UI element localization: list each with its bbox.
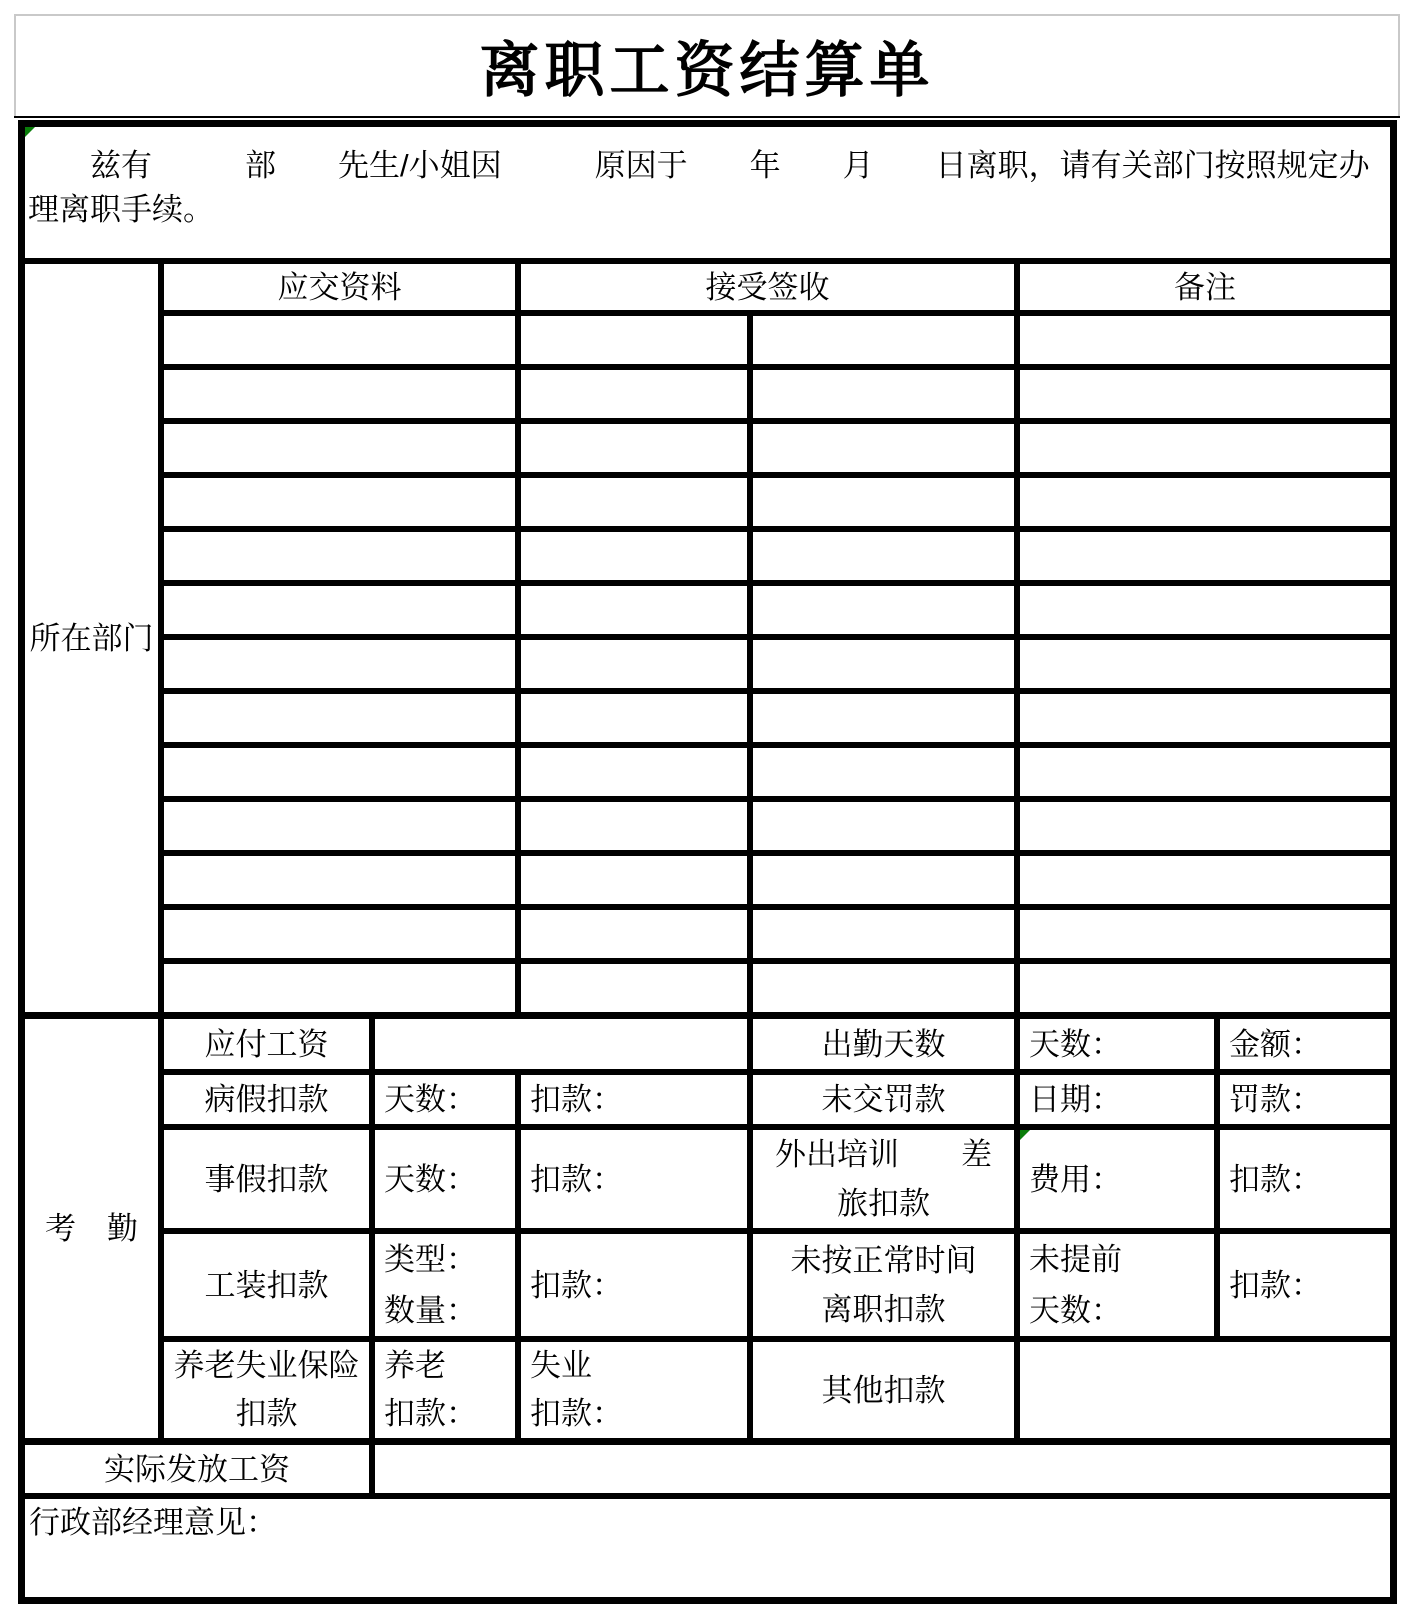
upper-empty-cell[interactable]	[521, 964, 747, 1012]
upper-empty-cell[interactable]	[753, 370, 1014, 418]
training-deduction-field[interactable]: 扣款：	[1220, 1130, 1390, 1228]
actual-salary-value-cell[interactable]	[375, 1445, 1390, 1493]
green-flag-icon	[1020, 1130, 1030, 1140]
upper-empty-cell[interactable]	[1020, 316, 1390, 364]
upper-empty-cell[interactable]	[1020, 694, 1390, 742]
upper-empty-cell[interactable]	[521, 532, 747, 580]
sick-days-field[interactable]: 天数：	[375, 1075, 515, 1124]
other-deduction-label: 其他扣款	[753, 1342, 1014, 1438]
grid	[18, 120, 1397, 1604]
upper-empty-cell[interactable]	[1020, 910, 1390, 958]
upper-empty-cell[interactable]	[164, 316, 515, 364]
uniform-deduction-label: 工装扣款	[164, 1234, 369, 1336]
header-remarks: 备注	[1020, 264, 1390, 310]
upper-empty-cell[interactable]	[164, 694, 515, 742]
upper-empty-cell[interactable]	[521, 694, 747, 742]
upper-empty-cell[interactable]	[164, 640, 515, 688]
upper-empty-cell[interactable]	[753, 748, 1014, 796]
upper-empty-cell[interactable]	[753, 802, 1014, 850]
upper-empty-cell[interactable]	[164, 586, 515, 634]
title-separator-line	[14, 116, 1400, 118]
attendance-amount-field[interactable]: 金额：	[1220, 1019, 1390, 1069]
upper-empty-cell[interactable]	[521, 856, 747, 904]
upper-empty-cell[interactable]	[164, 964, 515, 1012]
upper-empty-cell[interactable]	[753, 694, 1014, 742]
upper-empty-cell[interactable]	[164, 748, 515, 796]
sick-leave-deduction-label: 病假扣款	[164, 1075, 369, 1124]
training-cost-field[interactable]: 费用：	[1020, 1130, 1214, 1228]
upper-empty-cell[interactable]	[164, 370, 515, 418]
uniform-type-qty-field[interactable]: 类型： 数量：	[375, 1234, 515, 1336]
unpaid-fine-label: 未交罚款	[753, 1075, 1014, 1124]
abnormal-deduction-field[interactable]: 扣款：	[1220, 1234, 1390, 1336]
attendance-days-label: 出勤天数	[753, 1019, 1014, 1069]
upper-empty-cell[interactable]	[521, 316, 747, 364]
manager-opinion-cell[interactable]: 行政部经理意见：	[25, 1499, 1390, 1597]
payable-salary-label: 应付工资	[164, 1019, 369, 1069]
personal-days-field[interactable]: 天数：	[375, 1130, 515, 1228]
upper-empty-cell[interactable]	[753, 586, 1014, 634]
upper-empty-cell[interactable]	[164, 856, 515, 904]
upper-empty-cell[interactable]	[1020, 748, 1390, 796]
fine-date-field[interactable]: 日期：	[1020, 1075, 1214, 1124]
upper-empty-cell[interactable]	[753, 964, 1014, 1012]
notice-days-field[interactable]: 未提前 天数：	[1020, 1234, 1214, 1336]
upper-empty-cell[interactable]	[753, 316, 1014, 364]
pension-deduction-field[interactable]: 养老 扣款：	[375, 1342, 515, 1438]
title-box	[14, 14, 1400, 118]
unemployment-deduction-field[interactable]: 失业 扣款：	[521, 1342, 747, 1438]
upper-empty-cell[interactable]	[521, 748, 747, 796]
other-deduction-value-cell[interactable]	[1020, 1342, 1390, 1438]
abnormal-resign-deduction-label: 未按正常时间 离职扣款	[753, 1234, 1014, 1336]
payable-salary-value-cell[interactable]	[375, 1019, 747, 1069]
upper-empty-cell[interactable]	[1020, 856, 1390, 904]
training-travel-deduction-label: 外出培训 差 旅扣款	[753, 1130, 1014, 1228]
upper-empty-cell[interactable]	[753, 532, 1014, 580]
header-documents: 应交资料	[164, 264, 515, 310]
personal-leave-deduction-label: 事假扣款	[164, 1130, 369, 1228]
upper-empty-cell[interactable]	[1020, 802, 1390, 850]
upper-empty-cell[interactable]	[521, 910, 747, 958]
department-label-cell: 所在部门	[25, 264, 158, 1012]
upper-empty-cell[interactable]	[753, 856, 1014, 904]
upper-empty-cell[interactable]	[753, 478, 1014, 526]
page-title: 离职工资结算单	[479, 37, 935, 104]
upper-empty-cell[interactable]	[521, 478, 747, 526]
upper-empty-cell[interactable]	[753, 910, 1014, 958]
upper-empty-cell[interactable]	[164, 802, 515, 850]
attendance-days-field[interactable]: 天数：	[1020, 1019, 1214, 1069]
upper-empty-cell[interactable]	[1020, 532, 1390, 580]
intro-cell[interactable]: 兹有 部 先生/小姐因 原因于 年 月 日离职，请有关部门按照规定办 理离职手续。	[25, 127, 1390, 258]
upper-empty-cell[interactable]	[164, 532, 515, 580]
upper-empty-cell[interactable]	[164, 424, 515, 472]
upper-empty-cell[interactable]	[164, 910, 515, 958]
fine-amount-field[interactable]: 罚款：	[1220, 1075, 1390, 1124]
upper-empty-cell[interactable]	[521, 424, 747, 472]
upper-empty-cell[interactable]	[1020, 640, 1390, 688]
upper-empty-cell[interactable]	[753, 640, 1014, 688]
upper-empty-cell[interactable]	[1020, 586, 1390, 634]
upper-empty-cell[interactable]	[164, 478, 515, 526]
upper-empty-cell[interactable]	[1020, 964, 1390, 1012]
personal-deduction-field[interactable]: 扣款：	[521, 1130, 747, 1228]
attendance-label-cell: 考 勤	[25, 1019, 158, 1438]
green-flag-icon	[25, 127, 35, 137]
upper-empty-cell[interactable]	[521, 586, 747, 634]
insurance-deduction-label: 养老失业保险 扣款	[164, 1342, 369, 1438]
upper-empty-cell[interactable]	[1020, 424, 1390, 472]
upper-empty-cell[interactable]	[1020, 478, 1390, 526]
upper-empty-cell[interactable]	[753, 424, 1014, 472]
upper-empty-cell[interactable]	[521, 640, 747, 688]
uniform-deduction-field[interactable]: 扣款：	[521, 1234, 747, 1336]
header-sign-receipt: 接受签收	[521, 264, 1014, 310]
upper-empty-cell[interactable]	[521, 370, 747, 418]
actual-salary-label: 实际发放工资	[25, 1445, 369, 1493]
upper-empty-cell[interactable]	[1020, 370, 1390, 418]
sick-deduction-field[interactable]: 扣款：	[521, 1075, 747, 1124]
upper-empty-cell[interactable]	[521, 802, 747, 850]
